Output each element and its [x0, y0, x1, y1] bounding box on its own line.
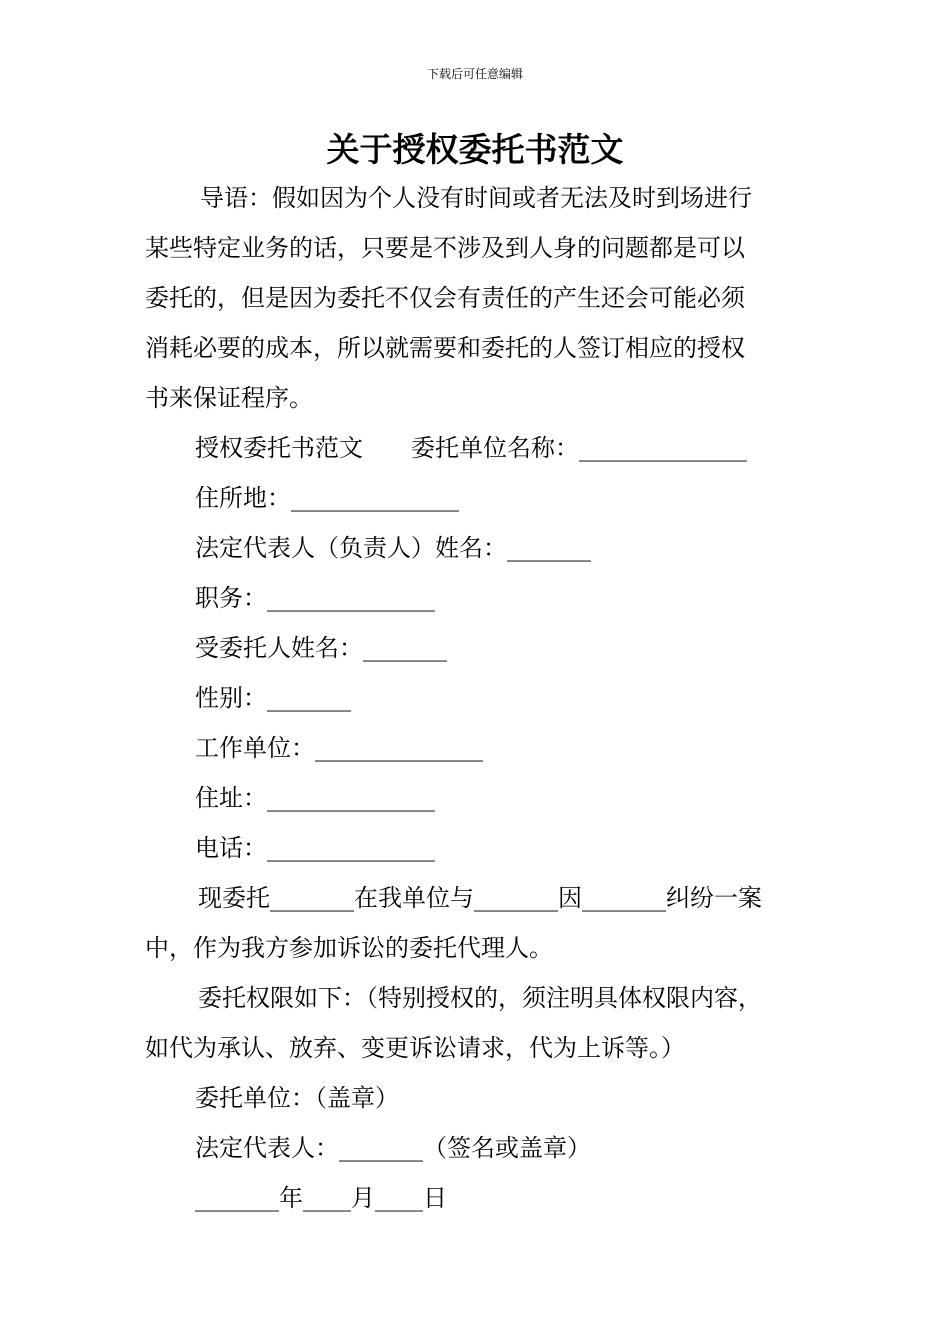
gender-field: 性别：_______	[195, 684, 351, 712]
position-field: 职务：______________	[195, 584, 435, 612]
legal-rep-name-field: 法定代表人（负责人）姓名：_______	[195, 534, 591, 562]
statement-line: 中，作为我方参加诉讼的委托代理人。	[145, 934, 553, 962]
entrust-unit-field: 授权委托书范文 委托单位名称：______________	[195, 434, 747, 462]
document-title: 关于授权委托书范文	[326, 130, 624, 169]
statement-line: 现委托_______在我单位与_______因_______纠纷一案	[198, 884, 762, 912]
intro-line: 某些特定业务的话，只要是不涉及到人身的问题都是可以	[145, 234, 745, 262]
intro-line: 书来保证程序。	[145, 384, 313, 412]
authority-line: 如代为承认、放弃、变更诉讼请求，代为上诉等。）	[145, 1034, 685, 1062]
intro-line: 导语：假如因为个人没有时间或者无法及时到场进行	[200, 184, 752, 212]
legal-rep-signature-line: 法定代表人：_______（签名或盖章）	[195, 1134, 591, 1162]
page-header-note: 下载后可任意编辑	[426, 67, 523, 81]
address-field: 住所地：______________	[195, 484, 459, 512]
intro-line: 消耗必要的成本，所以就需要和委托的人签订相应的授权	[145, 334, 745, 362]
residence-field: 住址：______________	[195, 784, 435, 812]
authority-line: 委托权限如下：（特别授权的，须注明具体权限内容，	[198, 984, 762, 1012]
unit-seal-line: 委托单位：（盖章）	[195, 1084, 399, 1112]
intro-line: 委托的，但是因为委托不仅会有责任的产生还会可能必须	[145, 284, 745, 312]
work-unit-field: 工作单位：______________	[195, 734, 483, 762]
agent-name-field: 受委托人姓名：_______	[195, 634, 447, 662]
date-line: _______年____月____日	[195, 1184, 447, 1212]
phone-field: 电话：______________	[195, 834, 435, 862]
